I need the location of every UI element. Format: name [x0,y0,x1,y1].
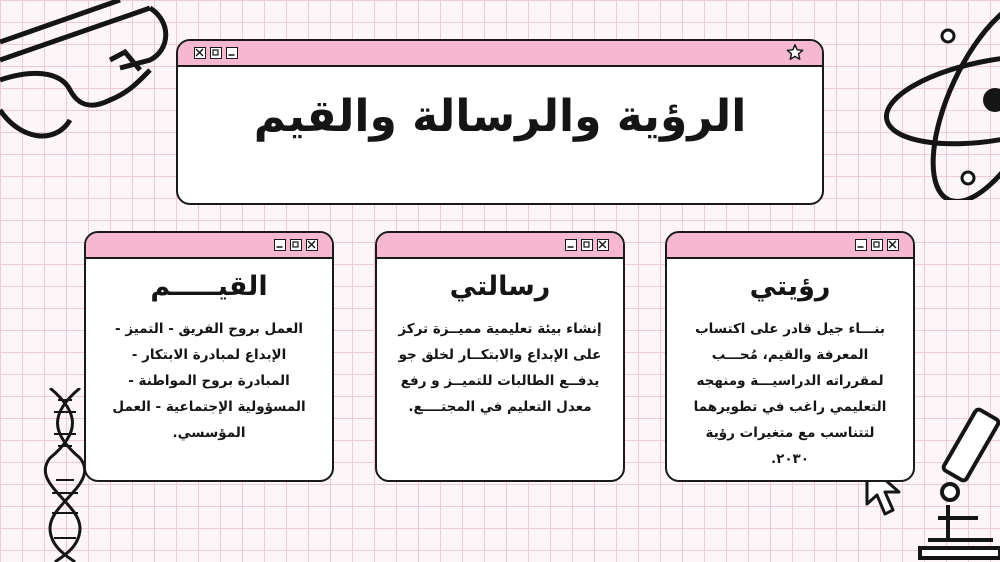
close-icon[interactable] [887,239,899,251]
values-text: العمل بروح الفريق - التميز - الإبداع لمبادرة الابتكار - المبادرة بروح المواطنة - المسؤولية الإجتماعية - العمل المؤسسي. [112,321,306,441]
values-heading: القيـــــم [150,271,268,302]
mission-text: إنشاء بيئة تعليمية مميــزة تركز على الإبداع والابتكــار لخلق جو يدفــع الطالبات للتميــز و رفع معدل التعليم في المجتــــع. [398,321,602,415]
minimize-icon[interactable] [274,239,286,251]
maximize-icon[interactable] [871,239,883,251]
mission-card-bar [377,233,623,259]
values-card-bar [86,233,332,259]
title-window [176,39,824,205]
close-icon[interactable] [306,239,318,251]
minimize-icon[interactable] [855,239,867,251]
maximize-icon[interactable] [210,47,222,59]
dna-icon [40,388,90,562]
close-icon[interactable] [194,47,206,59]
microscope-icon [918,400,1000,562]
page-title: الرؤية والرسالة والقيم [253,91,747,142]
values-card [84,231,334,482]
goggles-icon [0,0,175,150]
vision-heading: رؤيتي [749,271,831,302]
close-icon[interactable] [597,239,609,251]
maximize-icon[interactable] [581,239,593,251]
vision-text: بنـــاء جيل قادر على اكتساب المعرفة والقيم، مُحـــب لمقرراته الدراسيـــة ومنهجه التعليمي راغب في تطويرهما لتتناسب مع متغيرات رؤية ٢٠٣٠. [693,321,887,467]
vision-card [665,231,915,482]
star-icon[interactable] [786,43,804,61]
mission-card [375,231,625,482]
vision-card-bar [667,233,913,259]
title-window-bar [178,41,822,67]
minimize-icon[interactable] [565,239,577,251]
atom-icon [880,0,1000,200]
mission-heading: رسالتي [449,271,551,302]
maximize-icon[interactable] [290,239,302,251]
minimize-icon[interactable] [226,47,238,59]
